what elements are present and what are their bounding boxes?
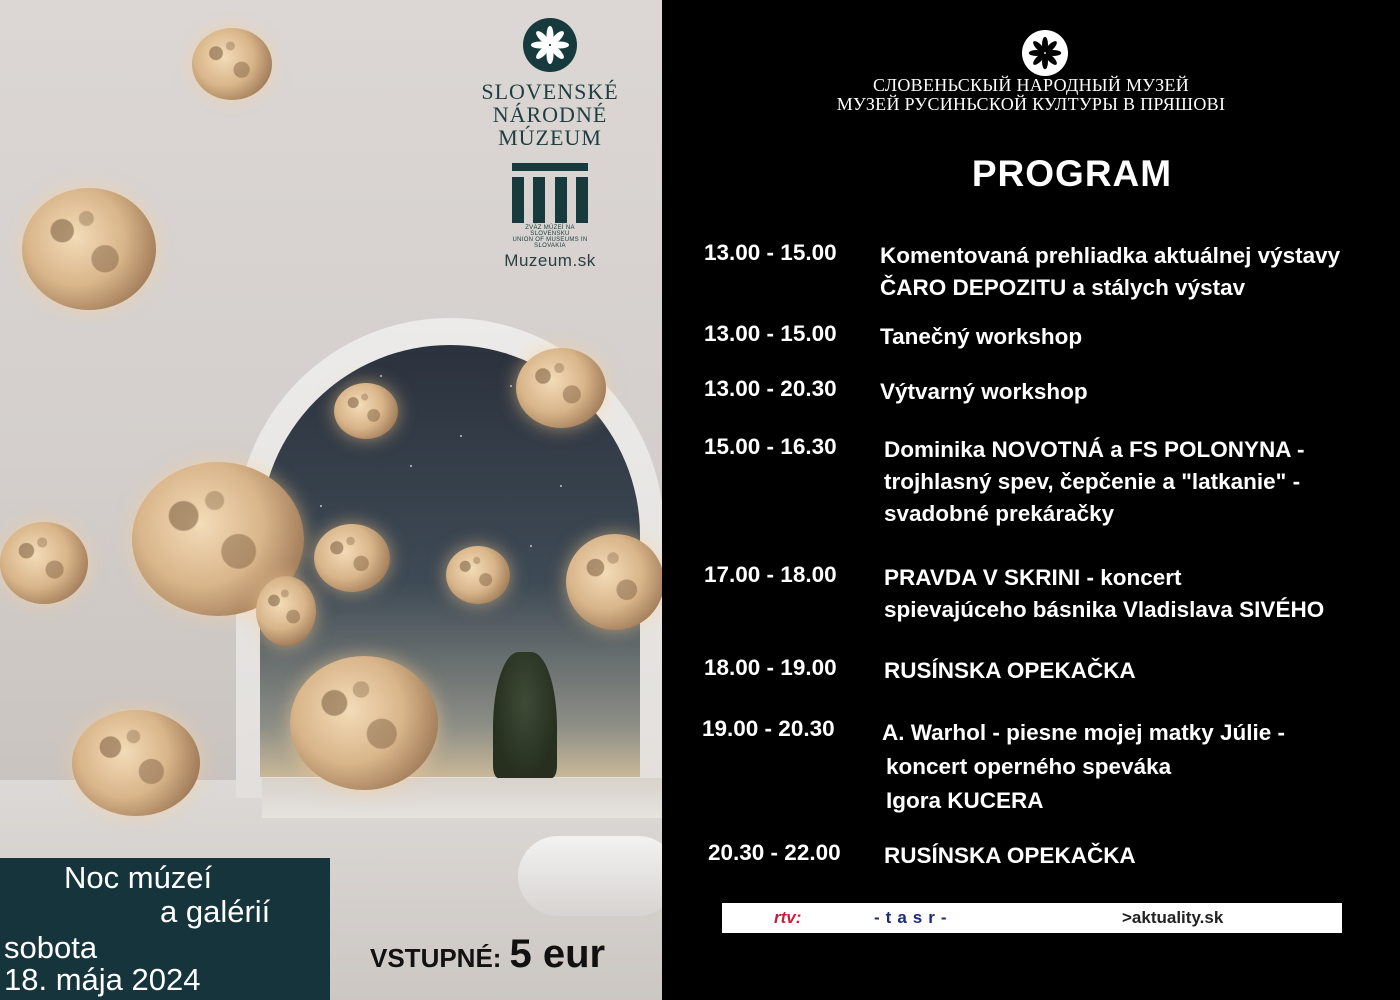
program-time: 15.00 - 16.30	[704, 434, 837, 459]
star	[530, 545, 532, 547]
event-day: sobota	[4, 930, 98, 965]
program-desc: Komentovaná prehliadka aktuálnej výstavy ČARO DEPOZITU a stálych výstav	[880, 243, 1341, 300]
museum-line: МУЗЕЙ РУСИНЬСКОЙ КУЛТУРЫ В ПРЯШОВІ	[836, 94, 1226, 114]
logo-line: NÁRODNÉ	[492, 102, 608, 127]
museum-union-pillars-icon	[512, 163, 588, 249]
program-desc: Dominika NOVOTNÁ a FS POLONYNA - trojhlasný spev, čepčenie a "latkanie" - svadobné prekáračky	[884, 437, 1305, 526]
program-time: 13.00 - 15.00	[704, 321, 837, 346]
museum-name-cyrillic	[662, 76, 1400, 114]
arch-floor	[262, 778, 662, 818]
sponsor-tasr: -tasr-	[874, 908, 953, 927]
museum-name-logo	[470, 80, 630, 149]
moon	[334, 383, 398, 439]
union-label: ZVÄZ MÚZEÍ NA SLOVENSKU UNION OF MUSEUMS IN SLOVAKIA	[512, 225, 588, 249]
white-cushion	[518, 836, 662, 916]
moon	[72, 710, 200, 816]
program-desc: RUSÍNSKA OPEKAČKA	[884, 658, 1136, 683]
program-desc: A. Warhol - piesne mojej matky Júlie - koncert operného speváka Igora KUCERA	[882, 720, 1286, 813]
moon	[516, 348, 606, 428]
program-desc: Výtvarný workshop	[880, 379, 1088, 404]
program-time: 20.30 - 22.00	[708, 840, 841, 865]
logo-line: MÚZEUM	[498, 125, 602, 150]
snm-logo	[470, 18, 630, 271]
admission-price: 5 eur	[509, 932, 606, 976]
program-time: 13.00 - 15.00	[704, 240, 837, 265]
admission	[370, 932, 605, 977]
moon	[446, 546, 510, 604]
moon	[566, 534, 662, 630]
program-time: 19.00 - 20.30	[702, 716, 835, 741]
admission-label: VSTUPNÉ:	[370, 943, 502, 973]
cypress-tree	[493, 652, 557, 778]
event-title-line1: Noc múzeí	[64, 860, 213, 895]
program-desc: RUSÍNSKA OPEKAČKA	[884, 843, 1136, 868]
sponsor-rtv: rtv:	[774, 908, 802, 927]
logo-line: SLOVENSKÉ	[481, 79, 619, 104]
program-title: PROGRAM	[971, 153, 1173, 194]
star	[510, 385, 512, 387]
star	[560, 485, 562, 487]
museum-line: СЛОВЕНЬСКЫЙ НАРОДНЫЙ МУЗЕЙ	[873, 75, 1189, 95]
program-panel	[662, 0, 1400, 1000]
star	[380, 375, 382, 377]
event-title-line2: a galérií	[160, 894, 271, 929]
star	[460, 435, 462, 437]
moon	[22, 188, 156, 310]
program-desc: PRAVDA V SKRINI - koncert spievajúceho básnika Vladislava SIVÉHO	[884, 565, 1325, 622]
program-time: 13.00 - 20.30	[704, 376, 837, 401]
star	[300, 405, 302, 407]
sponsor-bar	[722, 903, 1342, 933]
moon	[314, 524, 390, 592]
star	[410, 465, 412, 467]
program-time: 18.00 - 19.00	[704, 655, 837, 680]
flower-logo-icon	[1022, 30, 1068, 76]
event-info-box	[0, 858, 330, 1000]
website-label: Muzeum.sk	[504, 251, 596, 270]
moon	[0, 522, 88, 604]
event-date: 18. mája 2024	[4, 962, 201, 997]
flower-icon	[523, 18, 577, 72]
sponsor-aktuality: >aktuality.sk	[1122, 908, 1224, 927]
moon	[256, 576, 316, 646]
moon	[290, 656, 438, 790]
star	[320, 505, 322, 507]
event-poster	[0, 0, 662, 1000]
moon	[192, 28, 272, 100]
program-time: 17.00 - 18.00	[704, 562, 837, 587]
program-desc: Tanečný workshop	[880, 324, 1083, 349]
